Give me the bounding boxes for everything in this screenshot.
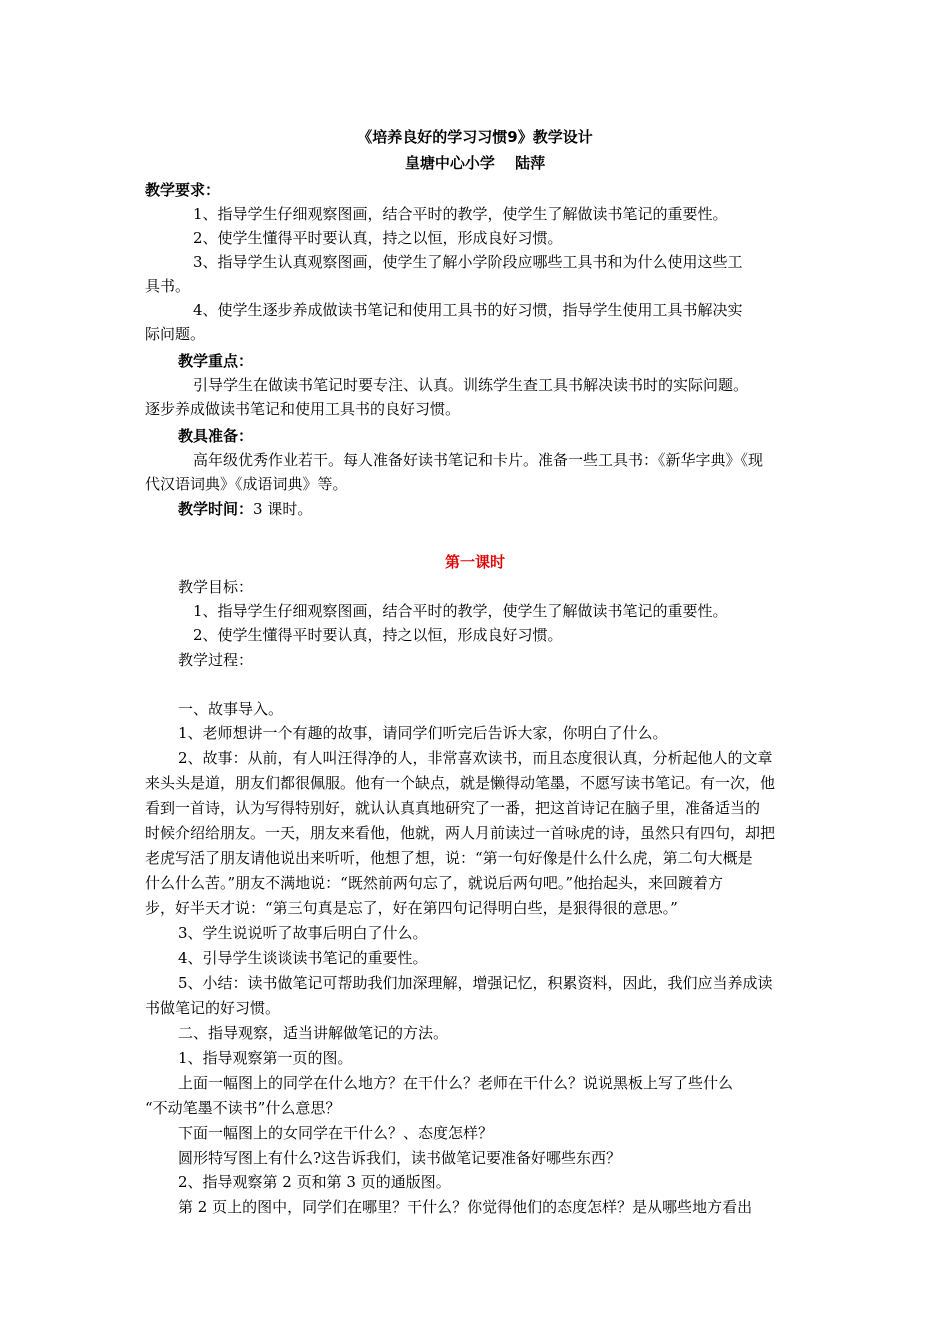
- requirement-2: 2、使学生懂得平时要认真，持之以恒，形成良好习惯。: [193, 229, 563, 247]
- focus-heading: 教学重点：: [178, 352, 254, 370]
- teaching-time-label: 教学时间：: [178, 500, 254, 518]
- section-2-step-2: 2、指导观察第 2 页和第 3 页的通版图。: [178, 1173, 451, 1191]
- requirement-3: 3、指导学生认真观察图画，使学生了解小学阶段应哪些工具书和为什么使用这些工: [193, 253, 743, 271]
- requirements-heading: 教学要求：: [145, 181, 221, 199]
- teaching-time-value: 3 课时。: [253, 500, 313, 518]
- question-1-cont: “不动笔墨不读书”什么意思？: [145, 1099, 341, 1117]
- story-line-5: 老虎写活了朋友请他说出来听听，他想了想，说：“第一句好像是什么什么虎，第二句大概是: [145, 849, 753, 867]
- teaching-time: [178, 499, 312, 519]
- prep-text-cont: 代汉语词典》《成语词典》等。: [145, 475, 348, 493]
- question-4: 第 2 页上的图中，同学们在哪里？干什么？你觉得他们的态度怎样？是从哪些地方看出: [178, 1198, 753, 1216]
- section-2-step-1: 1、指导观察第一页的图。: [178, 1049, 353, 1067]
- prep-heading: 教具准备：: [178, 427, 254, 445]
- step-3: 3、学生说说听了故事后明白了什么。: [178, 924, 428, 942]
- story-line-3: 看到一首诗，认为写得特别好，就认认真真地研究了一番，把这首诗记在脑子里，准备适当的: [145, 799, 761, 817]
- step-5-cont: 书做笔记的好习惯。: [145, 999, 281, 1017]
- story-line-6: 什么什么苦。”朋友不满地说：“既然前两句忘了，就说后两句吧。”他抬起头，来回踱着方: [145, 874, 724, 892]
- document-title: 《培养良好的学习习惯9》教学设计: [357, 128, 593, 146]
- step-1: 1、老师想讲一个有趣的故事，请同学们听完后告诉大家，你明白了什么。: [178, 724, 668, 742]
- prep-text: 高年级优秀作业若干。每人准备好读书笔记和卡片。准备一些工具书：《新华字典》《现: [193, 451, 764, 469]
- requirement-4-cont: 际问题。: [145, 325, 206, 343]
- requirement-4: 4、使学生逐步养成做读书笔记和使用工具书的好习惯，指导学生使用工具书解决实: [193, 301, 743, 319]
- goal-2: 2、使学生懂得平时要认真，持之以恒，形成良好习惯。: [193, 626, 563, 644]
- question-1: 上面一幅图上的同学在什么地方？在干什么？老师在干什么？说说黑板上写了些什么: [178, 1074, 734, 1092]
- lesson-title: 第一课时: [444, 553, 505, 571]
- goal-1: 1、指导学生仔细观察图画，结合平时的教学，使学生了解做读书笔记的重要性。: [193, 602, 728, 620]
- goal-heading: 教学目标：: [178, 578, 254, 596]
- requirement-3-cont: 具书。: [145, 277, 191, 295]
- story-line-7: 步，好半天才说：“第三句真是忘了，好在第四句记得明白些，是狠得很的意思。”: [145, 899, 678, 917]
- step-5: 5、小结：读书做笔记可帮助我们加深理解，增强记忆，积累资料，因此，我们应当养成读: [178, 974, 773, 992]
- story-line-4: 时候介绍给朋友。一天，朋友来看他，他就，两人月前读过一首咏虎的诗，虽然只有四句，却把: [145, 824, 776, 842]
- document-author: 皇塘中心小学 陆萍: [404, 154, 546, 172]
- story-line-1: 2、故事：从前，有人叫汪得净的人，非常喜欢读书，而且态度很认真，分析起他人的文章: [178, 749, 773, 767]
- focus-text-cont: 逐步养成做读书笔记和使用工具书的良好习惯。: [145, 400, 461, 418]
- section-2-title: 二、指导观察，适当讲解做笔记的方法。: [178, 1024, 449, 1042]
- step-4: 4、引导学生谈谈读书笔记的重要性。: [178, 949, 428, 967]
- section-1-title: 一、故事导入。: [178, 700, 284, 718]
- process-heading: 教学过程：: [178, 651, 254, 669]
- story-line-2: 来头头是道，朋友们都很佩服。他有一个缺点，就是懒得动笔墨，不愿写读书笔记。有一次，他: [145, 774, 776, 792]
- requirement-1: 1、指导学生仔细观察图画，结合平时的教学，使学生了解做读书笔记的重要性。: [193, 205, 728, 223]
- question-2: 下面一幅图上的女同学在干什么？、态度怎样？: [178, 1124, 494, 1142]
- question-3: 圆形特写图上有什么?这告诉我们，读书做笔记要准备好哪些东西？: [178, 1149, 622, 1167]
- focus-text: 引导学生在做读书笔记时要专注、认真。训练学生查工具书解决读书时的实际问题。: [193, 376, 749, 394]
